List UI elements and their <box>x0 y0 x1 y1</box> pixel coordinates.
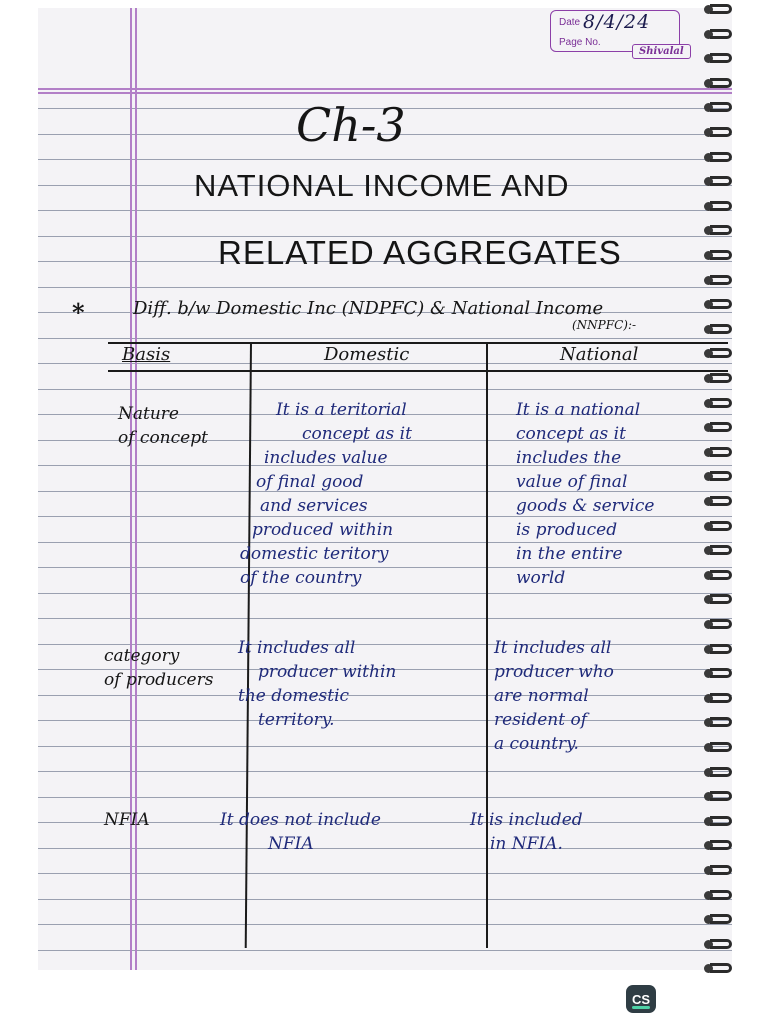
binding-coil <box>710 225 732 235</box>
binding-coil <box>710 250 732 260</box>
binding-coil <box>710 348 732 358</box>
row-3-national: It is included in NFIA. <box>470 810 583 854</box>
notebook-brand-logo: Shivalal <box>632 44 691 59</box>
binding-coil <box>710 742 732 752</box>
heading-text: Diff. b/w Domestic Inc (NDPFC) & National Income <box>133 298 604 319</box>
row-3-basis: NFIA <box>104 810 150 830</box>
binding-coil <box>710 693 732 703</box>
ruled-line <box>38 746 732 747</box>
title-line-2: RELATED AGGREGATES <box>218 234 622 271</box>
binding-coil <box>710 939 732 949</box>
binding-coil <box>710 521 732 531</box>
binding-coil <box>710 963 732 973</box>
binding-coil <box>710 201 732 211</box>
binding-coil <box>710 840 732 850</box>
date-value: 8/4/24 <box>583 11 651 33</box>
binding-coil <box>710 496 732 506</box>
ruled-line <box>38 848 732 849</box>
spiral-binding <box>704 0 744 980</box>
binding-coil <box>710 668 732 678</box>
binding-coil <box>710 816 732 826</box>
binding-coil <box>710 471 732 481</box>
binding-coil <box>710 4 732 14</box>
page-number-label: Page No. <box>559 37 601 48</box>
binding-coil <box>710 914 732 924</box>
binding-coil <box>710 102 732 112</box>
ruled-line <box>38 797 732 798</box>
camscanner-logo: CS <box>626 985 656 1013</box>
top-margin-line <box>38 88 732 90</box>
row-3-domestic: It does not include NFIA <box>220 810 381 854</box>
ruled-line <box>38 771 732 772</box>
binding-coil <box>710 127 732 137</box>
title-line-1: NATIONAL INCOME AND <box>194 168 570 203</box>
ruled-line <box>38 593 732 594</box>
ruled-line <box>38 210 732 211</box>
table-header-line <box>108 370 728 372</box>
binding-coil <box>710 644 732 654</box>
binding-coil <box>710 422 732 432</box>
binding-coil <box>710 767 732 777</box>
ruled-line <box>38 950 732 951</box>
binding-coil <box>710 299 732 309</box>
header-national: National <box>560 344 639 365</box>
notebook-page <box>38 8 732 970</box>
binding-coil <box>710 152 732 162</box>
table-col-divider-2 <box>486 342 488 948</box>
header-basis: Basis <box>122 344 171 365</box>
binding-coil <box>710 447 732 457</box>
ruled-line <box>38 389 732 390</box>
binding-coil <box>710 791 732 801</box>
binding-coil <box>710 890 732 900</box>
row-1-national: It is a national concept as it includes the value of final goods & service is produced in the entire world <box>516 400 655 588</box>
binding-coil <box>710 865 732 875</box>
row-1-basis: Nature of concept <box>118 404 208 448</box>
row-1-domestic: It is a teritorial concept as it includes value of final good and services produced within domestic teritory of the country <box>240 400 412 588</box>
top-margin-line-2 <box>38 92 732 94</box>
ruled-line <box>38 287 732 288</box>
binding-coil <box>710 398 732 408</box>
header-domestic: Domestic <box>324 344 410 365</box>
binding-coil <box>710 373 732 383</box>
row-2-domestic: It includes all producer within the domestic territory. <box>238 638 397 730</box>
ruled-line <box>38 899 732 900</box>
row-2-national: It includes all producer who are normal resident of a country. <box>494 638 614 754</box>
binding-coil <box>710 275 732 285</box>
ruled-line <box>38 338 732 339</box>
ruled-line <box>38 873 732 874</box>
binding-coil <box>710 570 732 580</box>
heading-bullet: * <box>72 298 85 327</box>
date-label: Date <box>559 17 581 28</box>
binding-coil <box>710 78 732 88</box>
chapter-title: Ch-3 <box>296 98 406 152</box>
ruled-line <box>38 618 732 619</box>
binding-coil <box>710 594 732 604</box>
binding-coil <box>710 717 732 727</box>
binding-coil <box>710 176 732 186</box>
heading-subtext: (NNPFC):- <box>572 318 637 332</box>
row-2-basis: category of producers <box>104 646 214 690</box>
binding-coil <box>710 29 732 39</box>
binding-coil <box>710 324 732 334</box>
ruled-line <box>38 159 732 160</box>
binding-coil <box>710 619 732 629</box>
binding-coil <box>710 545 732 555</box>
binding-coil <box>710 53 732 63</box>
ruled-line <box>38 924 732 925</box>
